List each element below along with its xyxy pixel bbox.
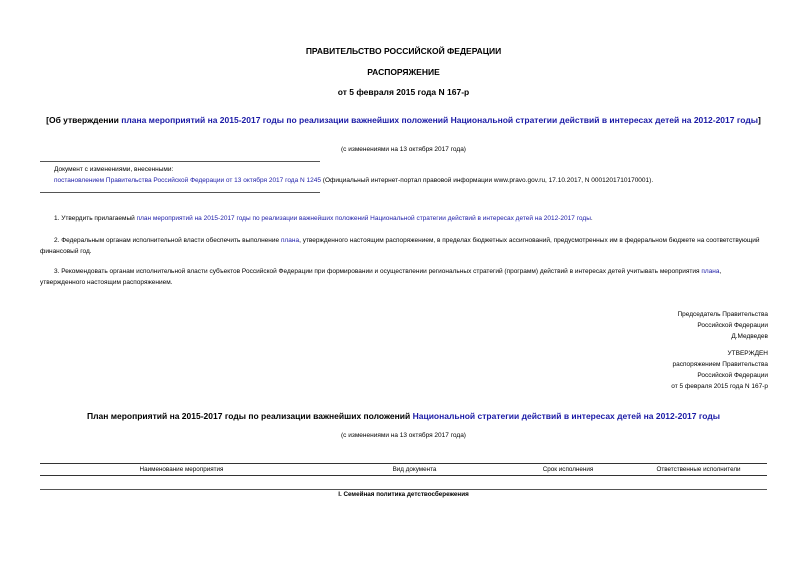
- document-date-number: от 5 февраля 2015 года N 167-р: [337, 87, 470, 97]
- column-header-responsible: Ответственные исполнители: [630, 464, 767, 476]
- paragraph-1: [40, 213, 767, 224]
- title-suffix: ]: [758, 115, 761, 125]
- paragraph-2-prefix: 2. Федеральным органам исполнительной власти обеспечить выполнение: [54, 237, 281, 244]
- government-heading: ПРАВИТЕЛЬСТВО РОССИЙСКОЙ ФЕДЕРАЦИИ: [305, 46, 502, 56]
- title-plan-link[interactable]: плана мероприятий на 2015-2017 годы по реализации важнейших положений Национальной стратегии действий в интересах детей на 2012-2017 годы: [121, 115, 759, 125]
- approved-line2: распоряжением Правительства: [672, 361, 768, 368]
- section-rule: [40, 489, 767, 490]
- approved-line3: Российской Федерации: [697, 372, 768, 379]
- paragraph-3-suffix: , утвержденного настоящим распоряжением.: [40, 268, 722, 286]
- signature-block: [677, 309, 768, 342]
- changes-box-top-rule: [40, 161, 320, 162]
- approved-line4: от 5 февраля 2015 года N 167-р: [671, 383, 768, 390]
- signature-line2: Российской Федерации: [697, 322, 768, 329]
- document-title: [40, 115, 767, 126]
- paragraph-3-prefix: 3. Рекомендовать органам исполнительной власти субъектов Российской Федерации при формировании и осуществлении региональных стратегий (программ) действий в интересах детей учитывать мероприятия: [54, 268, 702, 275]
- plan-changes-note: (с изменениями на 13 октября 2017 года): [341, 432, 466, 439]
- column-header-document-type: Вид документа: [323, 464, 506, 476]
- signature-line3: Д.Медведев: [731, 333, 768, 340]
- amendment-publication-info: (Официальный интернет-портал правовой информации www.pravo.gov.ru, 17.10.2017, N 0001201710170001).: [320, 177, 654, 184]
- changes-box-line1: Документ с изменениями, внесенными:: [54, 166, 174, 173]
- approved-line1: УТВЕРЖДЕН: [727, 350, 768, 357]
- amendment-decree-link[interactable]: постановлением Правительства Российской Федерации от 13 октября 2017 года N 1245: [54, 177, 321, 184]
- column-header-deadline: Срок исполнения: [506, 464, 630, 476]
- document-type-heading: РАСПОРЯЖЕНИЕ: [367, 67, 440, 77]
- plan-table: [40, 463, 767, 476]
- paragraph-2-suffix: , утвержденного настоящим распоряжением, в пределах бюджетных ассигнований, предусмотренных им в федеральном бюджете на соответствующий финансовый год.: [40, 237, 760, 255]
- paragraph-2-plan-link[interactable]: плана: [280, 237, 300, 244]
- paragraph-1-suffix: .: [590, 215, 593, 222]
- plan-title-prefix: План мероприятий на 2015-2017 годы по реализации важнейших положений: [86, 411, 413, 421]
- paragraph-1-plan-link[interactable]: план мероприятий на 2015-2017 годы по реализации важнейших положений Национальной стратегии действий в интересах детей на 2012-2017 годы: [136, 215, 591, 222]
- table-section-heading: I. Семейная политика детствосбережения: [338, 491, 469, 498]
- paragraph-2: [40, 235, 767, 257]
- paragraph-3: [40, 266, 767, 288]
- changes-box-bottom-rule: [40, 192, 320, 193]
- column-header-activity: Наименование мероприятия: [40, 464, 323, 476]
- plan-title: [0, 411, 807, 421]
- title-prefix: [Об утверждении: [46, 115, 122, 125]
- changes-note: (с изменениями на 13 октября 2017 года): [341, 146, 466, 153]
- approved-block: [671, 348, 768, 392]
- signature-line1: Председатель Правительства: [677, 311, 768, 318]
- paragraph-1-prefix: 1. Утвердить прилагаемый: [54, 215, 137, 222]
- plan-strategy-link[interactable]: Национальной стратегии действий в интересах детей на 2012-2017 годы: [412, 411, 721, 421]
- table-header-row: [40, 464, 767, 476]
- changes-box-line2: [54, 177, 653, 184]
- paragraph-3-plan-link[interactable]: плана: [701, 268, 720, 275]
